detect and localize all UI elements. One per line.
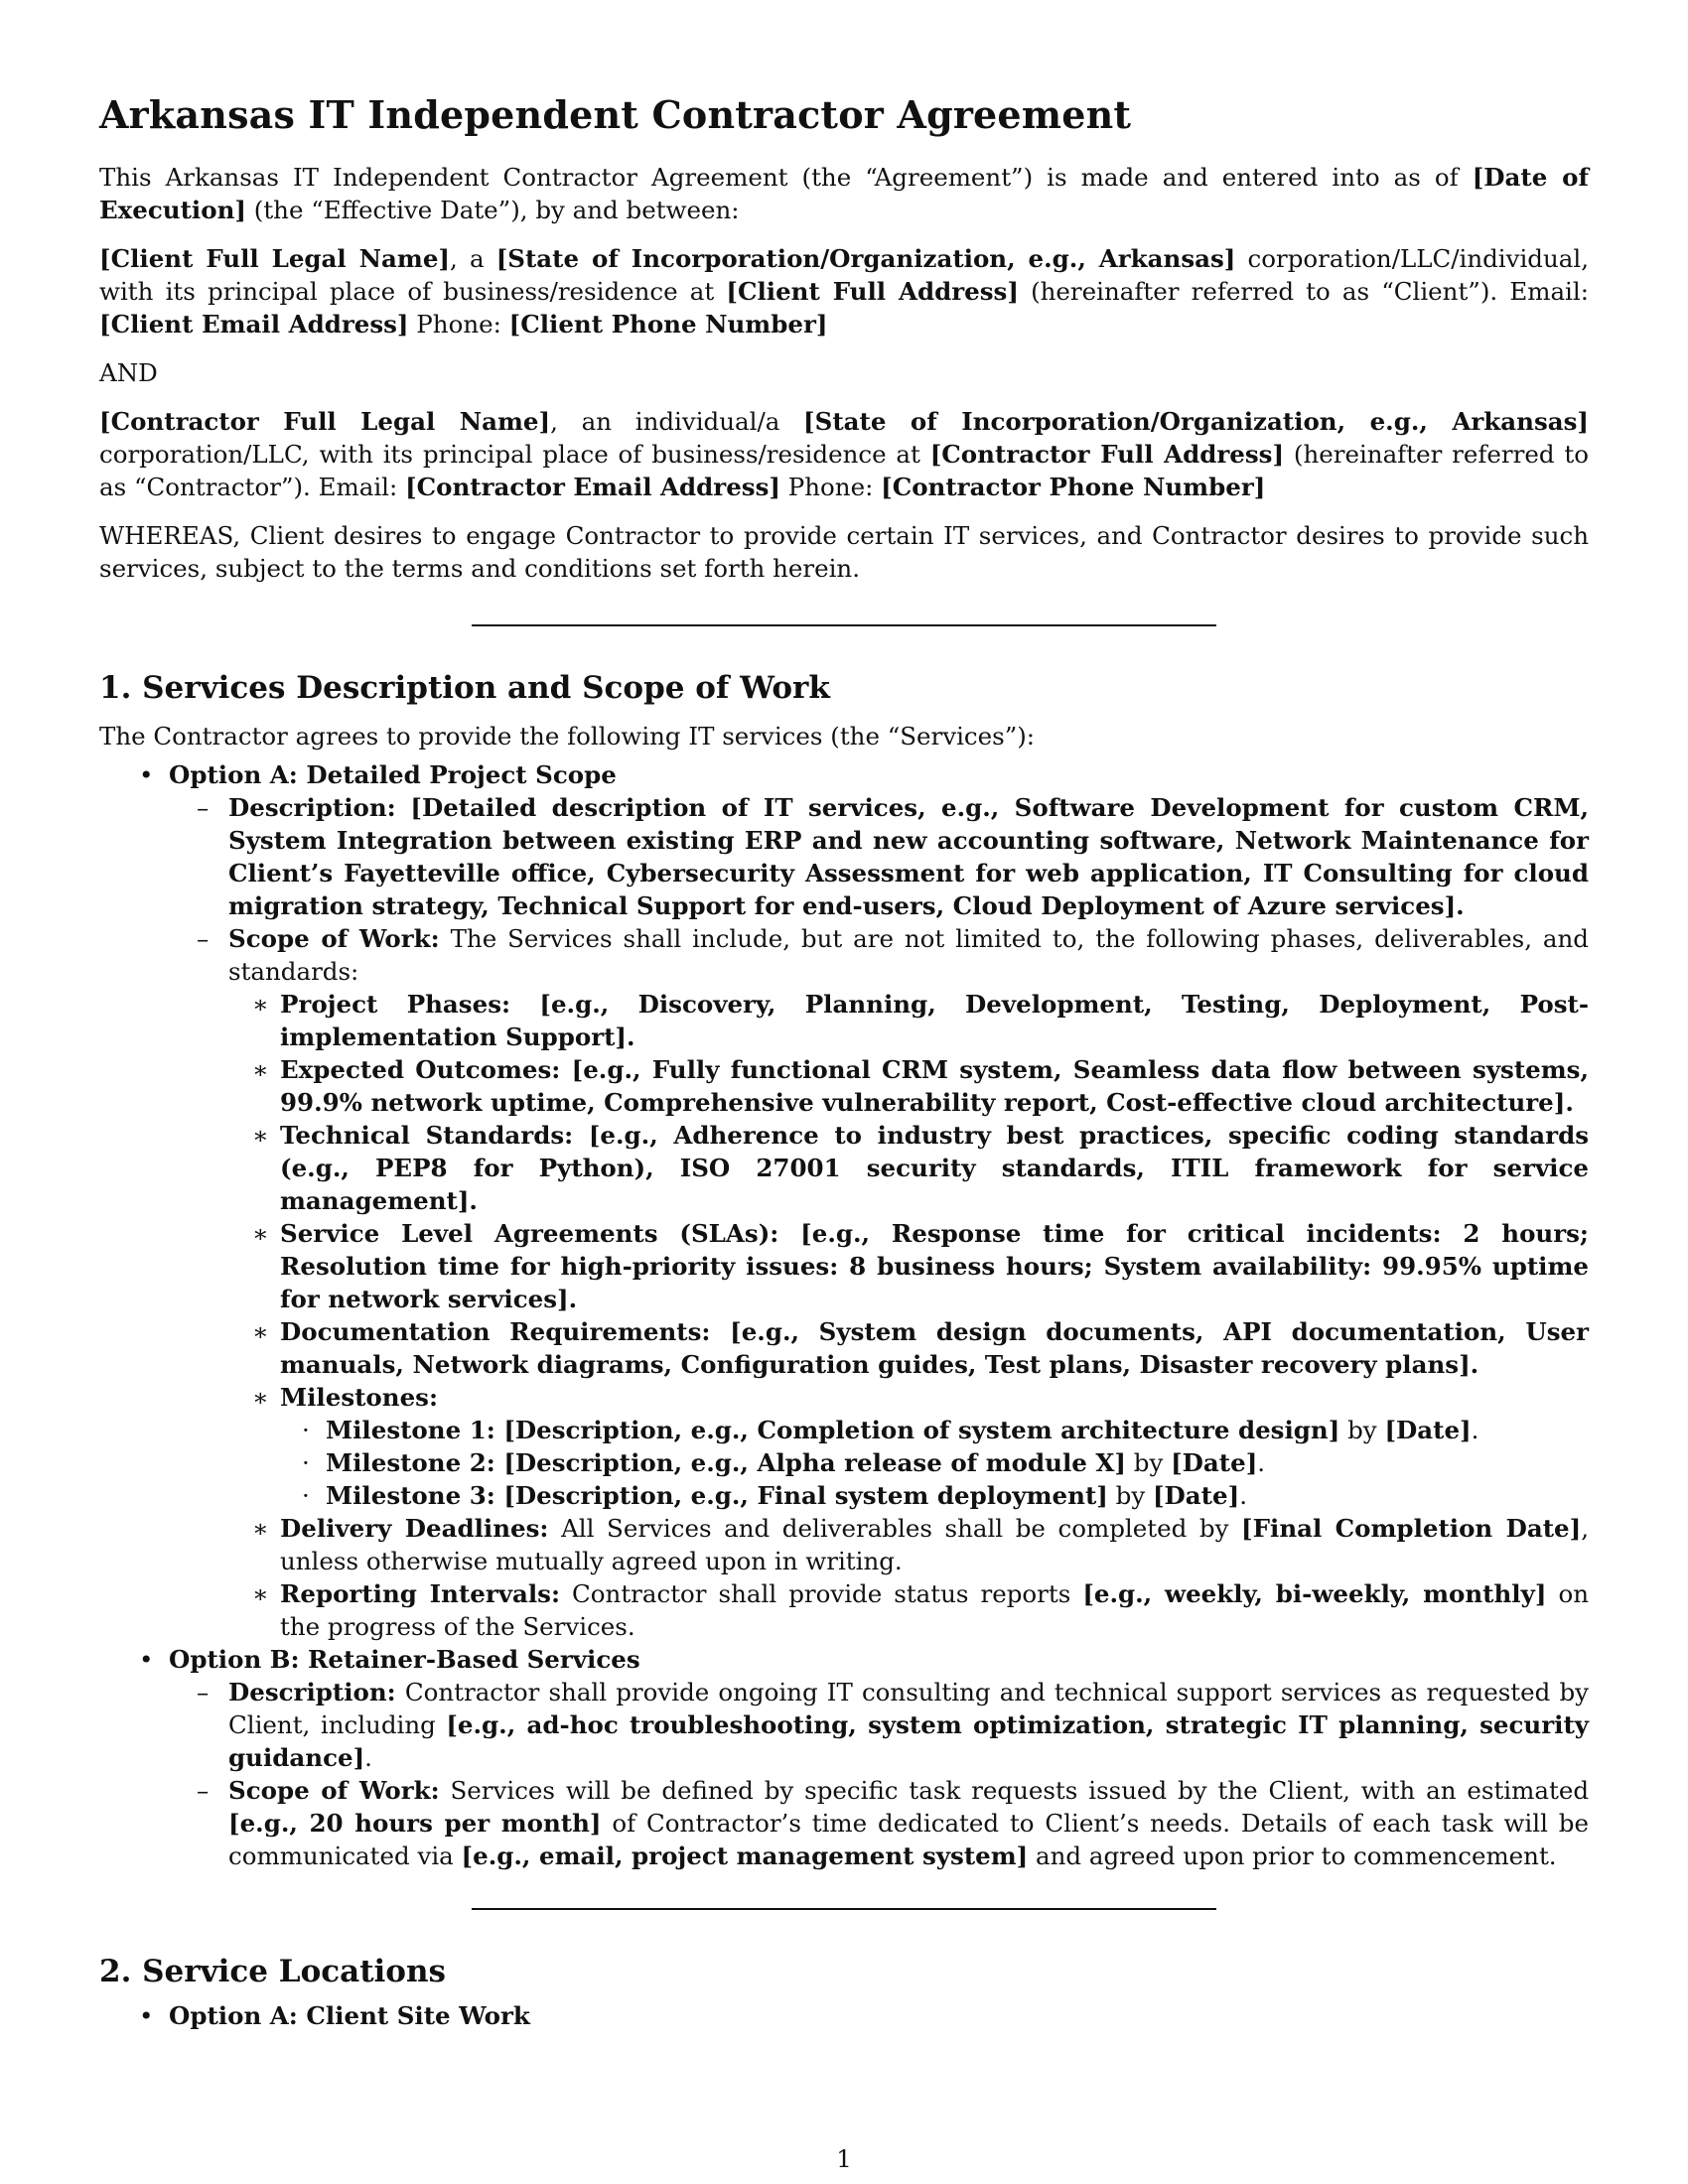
outcomes-placeholder: [e.g., Fully functional CRM system, Seamless data flow between systems, 99.9% network uptime, Comprehensive vulnerability report, Cost-effective cloud architecture]. [280, 1055, 1589, 1117]
star-marker: ∗ [252, 1514, 269, 1543]
client-state-placeholder: [State of Incorporation/Organization, e.g., Arkansas] [495, 244, 1236, 273]
star-marker: ∗ [252, 1383, 269, 1412]
star-marker: ∗ [252, 990, 269, 1019]
milestone-3 [280, 1479, 1589, 1512]
outcomes-label: Expected Outcomes: [280, 1055, 561, 1084]
client-text-3: (hereinafter referred to as “Client”). Email: [1018, 277, 1589, 306]
client-paragraph [99, 242, 1589, 341]
option-a-scope [169, 922, 1589, 1643]
star-marker: ∗ [252, 1055, 269, 1084]
option-a-description [169, 791, 1589, 922]
period: . [1471, 1416, 1479, 1444]
option-a-item [99, 758, 1589, 1643]
milestone-1-date: [Date] [1384, 1416, 1472, 1444]
option-a-sublist [169, 791, 1589, 1643]
phases-label: Project Phases: [280, 990, 511, 1019]
milestone-3-desc: [Description, e.g., Final system deployment] [494, 1481, 1108, 1510]
dash-marker: – [197, 924, 210, 953]
channel-placeholder: [e.g., email, project management system] [461, 1842, 1029, 1870]
description-label: Description: [228, 793, 396, 822]
option-b-item [99, 1643, 1589, 1872]
bullet-marker: • [139, 760, 154, 789]
scope-text-3: and agreed upon prior to commencement. [1028, 1842, 1557, 1870]
documentation-item [228, 1315, 1589, 1381]
services-options-list [99, 758, 1589, 1872]
by-text: by [1107, 1481, 1153, 1510]
technical-standards-item [228, 1119, 1589, 1217]
intro-paragraph [99, 161, 1589, 226]
milestone-3-date: [Date] [1152, 1481, 1240, 1510]
client-text-1: , a [450, 244, 496, 273]
deadlines-label: Delivery Deadlines: [280, 1514, 549, 1543]
standards-label: Technical Standards: [280, 1121, 574, 1150]
client-name-placeholder: [Client Full Legal Name] [99, 244, 450, 273]
scope-label: Scope of Work: [228, 924, 440, 953]
phases-placeholder: [e.g., Discovery, Planning, Development, Testing, Deployment, Post-implementation Support]. [280, 990, 1589, 1051]
whereas-paragraph: WHEREAS, Client desires to engage Contractor to provide certain IT services, and Contractor desires to provide such services, subject to the terms and conditions set forth herein. [99, 521, 1589, 583]
sla-item [228, 1217, 1589, 1315]
client-address-placeholder: [Client Full Address] [726, 277, 1019, 306]
sla-label: Service Level Agreements (SLAs): [280, 1219, 779, 1248]
description-examples-placeholder: [e.g., ad-hoc troubleshooting, system optimization, strategic IT planning, security guidance] [228, 1710, 1590, 1772]
option-a-label: Option A: Detailed Project Scope [169, 760, 617, 789]
period: . [1239, 1481, 1247, 1510]
milestone-2-date: [Date] [1171, 1448, 1258, 1477]
docs-label: Documentation Requirements: [280, 1317, 711, 1346]
dot-marker: · [302, 1416, 310, 1444]
expected-outcomes-item [228, 1053, 1589, 1119]
sla-placeholder: [e.g., Response time for critical incidents: 2 hours; Resolution time for high-priority issues: 8 business hours; System availability: 99.95% uptime for network services]. [280, 1219, 1589, 1313]
deadlines-text-end: , unless otherwise mutually agreed upon in writing. [280, 1514, 1589, 1575]
scope-label: Scope of Work: [228, 1776, 440, 1805]
intro-text-end: (the “Effective Date”), by and between: [245, 196, 740, 224]
contractor-name-placeholder: [Contractor Full Legal Name] [99, 407, 551, 436]
milestone-1 [280, 1414, 1589, 1446]
intro-text: This Arkansas IT Independent Contractor Agreement (the “Agreement”) is made and entered into as of [99, 163, 1473, 192]
option-b-description [169, 1676, 1589, 1774]
reporting-text: Contractor shall provide status reports [560, 1579, 1083, 1608]
milestone-2-label: Milestone 2: [326, 1448, 495, 1477]
location-option-a-item [99, 1999, 1589, 2032]
section-2-heading: 2. Service Locations [99, 1954, 446, 1989]
reporting-text-end: on the progress of the Services. [280, 1579, 1589, 1641]
date-of-execution-placeholder: [Date of Execution] [99, 163, 1590, 224]
delivery-deadlines-item [228, 1512, 1589, 1577]
milestone-2-desc: [Description, e.g., Alpha release of module X] [494, 1448, 1126, 1477]
page-number: 1 [836, 2144, 852, 2173]
option-b-scope [169, 1774, 1589, 1872]
dash-marker: – [197, 1678, 210, 1706]
reporting-intervals-item [228, 1577, 1589, 1643]
milestone-3-label: Milestone 3: [326, 1481, 495, 1510]
project-phases-item [228, 988, 1589, 1053]
dot-marker: · [302, 1481, 310, 1510]
milestones-label: Milestones: [280, 1383, 439, 1412]
option-b-sublist [169, 1676, 1589, 1872]
bullet-marker: • [139, 2001, 154, 2030]
contractor-text-4: Phone: [779, 473, 882, 501]
reporting-label: Reporting Intervals: [280, 1579, 561, 1608]
dash-marker: – [197, 1776, 210, 1805]
client-text-4: Phone: [408, 310, 509, 339]
milestone-1-label: Milestone 1: [326, 1416, 495, 1444]
section-1-intro: The Contractor agrees to provide the following IT services (the “Services”): [99, 722, 1036, 751]
contractor-state-placeholder: [State of Incorporation/Organization, e.g., Arkansas] [803, 407, 1589, 436]
location-option-a-label: Option A: Client Site Work [169, 2001, 530, 2030]
option-b-label: Option B: Retainer-Based Services [169, 1645, 640, 1674]
dash-marker: – [197, 793, 210, 822]
milestone-1-desc: [Description, e.g., Completion of system architecture design] [494, 1416, 1340, 1444]
client-phone-placeholder: [Client Phone Number] [508, 310, 828, 339]
standards-placeholder: [e.g., Adherence to industry best practices, specific coding standards (e.g., PEP8 for Python), ISO 27001 security standards, ITIL framework for service management]. [280, 1121, 1589, 1215]
description-text-end: . [364, 1743, 372, 1772]
and-line: AND [99, 358, 158, 387]
contractor-phone-placeholder: [Contractor Phone Number] [881, 473, 1266, 501]
document-title: Arkansas IT Independent Contractor Agreement [99, 92, 1132, 137]
milestones-item [228, 1381, 1589, 1512]
contractor-text-3: (hereinafter referred to as “Contractor”). Email: [99, 440, 1589, 501]
star-marker: ∗ [252, 1317, 269, 1346]
locations-options-list [99, 1999, 1589, 2032]
dot-marker: · [302, 1448, 310, 1477]
milestones-list [280, 1414, 1589, 1512]
final-completion-date-placeholder: [Final Completion Date] [1241, 1514, 1582, 1543]
reporting-frequency-placeholder: [e.g., weekly, bi-weekly, monthly] [1082, 1579, 1547, 1608]
description-label: Description: [228, 1678, 396, 1706]
scope-details-list [228, 988, 1589, 1643]
period: . [1257, 1448, 1266, 1477]
contractor-text-2: corporation/LLC, with its principal place of business/residence at [99, 440, 930, 469]
contractor-paragraph [99, 405, 1589, 503]
star-marker: ∗ [252, 1121, 269, 1150]
by-text: by [1125, 1448, 1172, 1477]
scope-text-2: of Contractor’s time dedicated to Client’s needs. Details of each task will be communicated via [228, 1809, 1589, 1870]
hours-placeholder: [e.g., 20 hours per month] [228, 1809, 602, 1838]
client-email-placeholder: [Client Email Address] [99, 310, 409, 339]
contractor-text-1: , an individual/a [550, 407, 804, 436]
client-text-2: corporation/LLC/individual, with its principal place of business/residence at [99, 244, 1589, 306]
scope-text: Services will be defined by specific task requests issued by the Client, with an estimated [439, 1776, 1589, 1805]
scope-text: The Services shall include, but are not limited to, the following phases, deliverables, and standards: [228, 924, 1589, 986]
section-1-heading: 1. Services Description and Scope of Work [99, 670, 830, 706]
description-placeholder: [Detailed description of IT services, e.g., Software Development for custom CRM, System Integration between existing ERP and new accounting software, Network Maintenance for Client’s Fayetteville office, Cybersecurity Assessment for web application, IT Consulting for cloud migration strategy, Technical Support for end-users, Cloud Deployment of Azure services]. [228, 793, 1589, 920]
milestone-2 [280, 1446, 1589, 1479]
description-text: Contractor shall provide ongoing IT consulting and technical support services as requested by Client, including [228, 1678, 1589, 1739]
deadlines-text: All Services and deliverables shall be completed by [548, 1514, 1242, 1543]
contractor-email-placeholder: [Contractor Email Address] [405, 473, 780, 501]
star-marker: ∗ [252, 1219, 269, 1248]
document-page [99, 0, 1589, 2032]
contractor-address-placeholder: [Contractor Full Address] [929, 440, 1285, 469]
docs-placeholder: [e.g., System design documents, API documentation, User manuals, Network diagrams, Configuration guides, Test plans, Disaster recovery plans]. [280, 1317, 1589, 1379]
star-marker: ∗ [252, 1579, 269, 1608]
bullet-marker: • [139, 1645, 154, 1674]
by-text: by [1339, 1416, 1385, 1444]
